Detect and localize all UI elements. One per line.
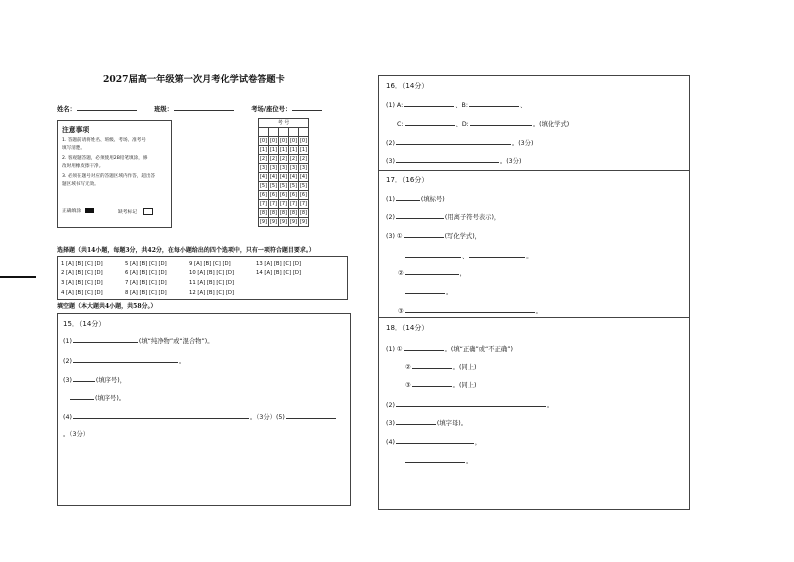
digit-cell[interactable]: [0] (289, 138, 298, 144)
absent-mark: 缺考标记 (118, 208, 153, 217)
digit-cell[interactable]: [5] (289, 183, 298, 189)
answer-blank[interactable] (405, 287, 445, 294)
q16-line1: (1) A: 、B: 、 (386, 102, 527, 109)
answer-blank[interactable] (396, 437, 474, 444)
answer-blank[interactable] (396, 194, 420, 201)
digit-row (259, 218, 309, 227)
digit-row (259, 173, 309, 182)
answer-blank[interactable] (404, 100, 454, 107)
mcq-heading: 选择题（共14小题，每题3分，共42分，在每小题给出的四个选项中，只有一项符合题目要求。） (57, 247, 315, 254)
q17-line4: 、 。 (404, 251, 533, 261)
mcq-item[interactable]: 6 [A] [B] [C] [D] (125, 270, 167, 276)
digit-cell[interactable]: [0] (259, 138, 268, 144)
q15-line4: (填序号)。 (69, 393, 125, 403)
digit-cell[interactable]: [5] (279, 183, 288, 189)
digit-cell[interactable]: [6] (269, 192, 278, 198)
digit-cell[interactable]: [8] (289, 210, 298, 216)
mcq-item[interactable]: 3 [A] [B] [C] [D] (61, 280, 103, 286)
digit-cell[interactable]: [2] (259, 156, 268, 162)
notes-line: 1. 答题前请将姓名、班级、考场、准考号 (62, 138, 146, 143)
q17-line7: ③ 。 (398, 308, 542, 315)
answer-blank[interactable] (73, 375, 95, 382)
digit-cell[interactable]: [0] (269, 138, 278, 144)
notes-line: 2. 客观题答题，必须使用2B铅笔填涂，修 (62, 156, 148, 161)
digit-cell[interactable]: [5] (259, 183, 268, 189)
digit-cell[interactable]: [6] (299, 192, 308, 198)
digit-cell[interactable]: [9] (289, 219, 298, 225)
digit-row (259, 155, 309, 164)
digit-cell[interactable]: [1] (269, 147, 278, 153)
notes-line: 填写清楚。 (62, 146, 85, 151)
q18-line1: (1) ① 。(填“正确”或“不正确”) (386, 346, 513, 353)
digit-cell[interactable]: [7] (259, 201, 268, 207)
exam-number-grid (258, 118, 309, 227)
digit-row (259, 137, 309, 146)
q15-line2: (2) 。 (63, 358, 186, 365)
mcq-item[interactable]: 14 [A] [B] [C] [D] (256, 270, 302, 276)
page-title: 2027届高一年级第一次月考化学试卷答题卡 (103, 74, 285, 85)
q16-line3: (2) 。(3分) (386, 140, 534, 147)
seat-label: 考场/座位号： (251, 106, 292, 113)
q18-line3: ③ 。(同上) (405, 382, 477, 389)
filled-sample-icon (85, 208, 94, 213)
digit-cell[interactable]: [0] (299, 138, 308, 144)
answer-blank[interactable] (73, 412, 249, 419)
digit-cell[interactable]: [3] (299, 165, 308, 171)
absent-checkbox[interactable] (143, 208, 153, 215)
answer-blank[interactable] (470, 119, 532, 126)
answer-blank[interactable] (73, 356, 178, 363)
digit-cell[interactable]: [7] (269, 201, 278, 207)
digit-row (259, 191, 309, 200)
answer-blank[interactable] (404, 231, 444, 238)
digit-cell[interactable]: [8] (269, 210, 278, 216)
digit-cell[interactable]: [3] (259, 165, 268, 171)
answer-blank[interactable] (405, 251, 461, 258)
digit-cell[interactable]: [9] (279, 219, 288, 225)
digit-row (259, 164, 309, 173)
q16-line4: (3) 。(3分) (386, 158, 522, 165)
digit-cell[interactable]: [3] (289, 165, 298, 171)
digit-cell[interactable]: [2] (279, 156, 288, 162)
q15-line1: (1) (填“纯净物”或“混合物”)。 (63, 338, 214, 345)
digit-cell[interactable]: [7] (299, 201, 308, 207)
digit-cell[interactable]: [9] (269, 219, 278, 225)
digit-cell[interactable]: [5] (269, 183, 278, 189)
digit-cell[interactable]: [7] (289, 201, 298, 207)
digit-cell[interactable]: [2] (269, 156, 278, 162)
answer-blank[interactable] (73, 336, 138, 343)
info-row (57, 104, 323, 114)
digit-cell[interactable]: [3] (279, 165, 288, 171)
digit-cell[interactable]: [1] (279, 147, 288, 153)
answer-blank[interactable] (396, 418, 436, 425)
mcq-item[interactable]: 11 [A] [B] [C] [D] (189, 280, 235, 286)
q16-title: 16．（14分） (386, 82, 429, 90)
digit-row (259, 182, 309, 191)
mcq-item[interactable]: 2 [A] [B] [C] [D] (61, 270, 103, 276)
digit-cell[interactable]: [8] (259, 210, 268, 216)
answer-blank[interactable] (286, 412, 336, 419)
correct-mark: 正确填涂 (62, 208, 94, 216)
answer-blank[interactable] (405, 268, 459, 275)
q17-line1: (1) (填标号) (386, 196, 445, 203)
q18-line7: 。 (404, 456, 472, 466)
mcq-item[interactable]: 1 [A] [B] [C] [D] (61, 261, 103, 267)
q15-line3: (3) (填序号)， (63, 377, 127, 384)
digit-cell[interactable]: [1] (259, 147, 268, 153)
q18-line2: ② 。(同上) (405, 364, 477, 371)
digit-row (259, 146, 309, 155)
notes-heading: 注意事项 (62, 126, 90, 134)
q15-title: 15．（14分） (63, 320, 106, 328)
digit-cell[interactable]: [8] (299, 210, 308, 216)
q17-line6: 。 (404, 287, 452, 297)
class-field[interactable] (174, 104, 234, 111)
q15-line6: 。（3分） (63, 431, 90, 438)
q17-line3: (3) ① (写化学式)， (386, 233, 481, 240)
q16-line2: C: 、D: 。(填化学式) (397, 121, 570, 128)
digit-cell[interactable]: [2] (299, 156, 308, 162)
mcq-item[interactable]: 10 [A] [B] [C] [D] (189, 270, 235, 276)
digit-cell[interactable]: [2] (289, 156, 298, 162)
mcq-item[interactable]: 7 [A] [B] [C] [D] (125, 280, 167, 286)
answer-blank[interactable] (412, 362, 452, 369)
digit-cell[interactable]: [6] (259, 192, 268, 198)
q18-line5: (3) (填字母)。 (386, 420, 468, 427)
fill-heading: 填空题（本大题共4小题，共58分。） (57, 303, 157, 310)
digit-cell[interactable]: [7] (279, 201, 288, 207)
digit-cell[interactable]: [8] (279, 210, 288, 216)
exam-number-header: 考 号 (259, 119, 309, 128)
divider (378, 170, 690, 171)
margin-bar (0, 276, 36, 278)
q15-line5: (4) 。（3分）(5) (63, 412, 337, 422)
answer-blank[interactable] (405, 456, 465, 463)
digit-cell[interactable]: [4] (269, 174, 278, 180)
mcq-item[interactable]: 9 [A] [B] [C] [D] (189, 261, 231, 267)
notes-line: 3. 必须在题号对应的答题区域内作答，超出答 (62, 174, 156, 179)
name-field[interactable] (77, 104, 137, 111)
digit-cell[interactable]: [4] (289, 174, 298, 180)
answer-blank[interactable] (396, 156, 499, 163)
mcq-item[interactable]: 12 [A] [B] [C] [D] (189, 290, 235, 296)
q18-line4: (2) 。 (386, 402, 554, 409)
q17-line2: (2) (用离子符号表示)， (386, 214, 501, 221)
digit-cell[interactable]: [0] (279, 138, 288, 144)
mcq-item[interactable]: 4 [A] [B] [C] [D] (61, 290, 103, 296)
answer-blank[interactable] (70, 393, 94, 400)
digit-cell[interactable]: [3] (269, 165, 278, 171)
class-label: 班级： (154, 106, 173, 113)
mcq-item[interactable]: 5 [A] [B] [C] [D] (125, 261, 167, 267)
digit-cell[interactable]: [6] (289, 192, 298, 198)
answer-blank[interactable] (404, 344, 444, 351)
digit-cell[interactable]: [9] (299, 219, 308, 225)
q17-title: 17．（16分） (386, 176, 429, 184)
answer-blank[interactable] (396, 212, 444, 219)
answer-blank[interactable] (396, 400, 546, 407)
digit-cell[interactable]: [4] (279, 174, 288, 180)
name-label: 姓名： (57, 106, 76, 113)
answer-blank[interactable] (405, 306, 535, 313)
digit-row (259, 209, 309, 218)
digit-cell[interactable]: [4] (259, 174, 268, 180)
digit-cell[interactable]: [1] (299, 147, 308, 153)
q18-title: 18．（14分） (386, 324, 429, 332)
mcq-item[interactable]: 8 [A] [B] [C] [D] (125, 290, 167, 296)
answer-blank[interactable] (469, 100, 519, 107)
q17-line5: ② ， (398, 270, 466, 277)
digit-cell[interactable]: [5] (299, 183, 308, 189)
divider (378, 317, 690, 318)
answer-blank[interactable] (396, 138, 511, 145)
digit-row (259, 200, 309, 209)
notes-line: 改时用橡皮擦干净。 (62, 164, 104, 169)
seat-field[interactable] (292, 104, 322, 111)
digit-cell[interactable]: [1] (289, 147, 298, 153)
notes-line: 题区域书写无效。 (62, 182, 99, 187)
answer-blank[interactable] (405, 119, 455, 126)
digit-cell[interactable]: [4] (299, 174, 308, 180)
digit-cell[interactable]: [9] (259, 219, 268, 225)
digit-cell[interactable]: [6] (279, 192, 288, 198)
answer-blank[interactable] (412, 380, 452, 387)
answer-blank[interactable] (469, 251, 525, 258)
mcq-item[interactable]: 13 [A] [B] [C] [D] (256, 261, 302, 267)
q18-line6: (4) ， (386, 439, 482, 446)
